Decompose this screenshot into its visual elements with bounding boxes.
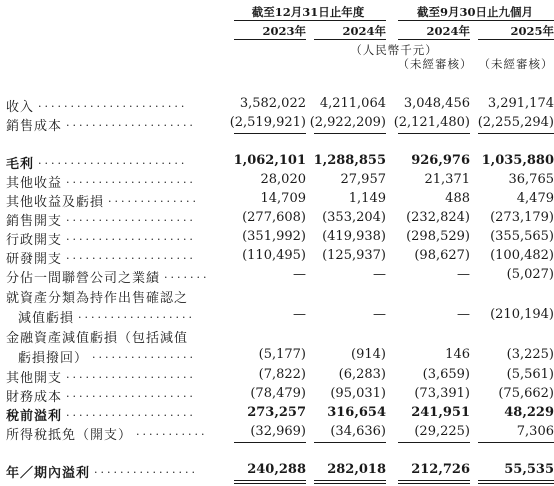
total-double-rule (478, 483, 554, 484)
total-double-rule (398, 483, 470, 484)
row-value: (6,283) (338, 367, 386, 382)
row-value: (2,121,480) (393, 115, 470, 130)
row-label: 減值虧損 (18, 311, 75, 326)
row-value: 14,709 (260, 191, 306, 206)
row-value: (3,659) (422, 367, 470, 382)
total-double-rule (314, 480, 386, 481)
leader-dots: .................... (66, 230, 196, 243)
row-value: (98,627) (414, 248, 470, 263)
year-rule-2 (314, 39, 386, 40)
total-double-rule (478, 480, 554, 481)
year-rule-3 (398, 39, 470, 40)
period-group-annual: 截至12月31日止年度 (251, 5, 365, 19)
currency-note: （人民幣千元） (350, 43, 438, 57)
row-value: 926,976 (411, 153, 470, 168)
row-value: 240,288 (247, 462, 306, 477)
row-value: (351,992) (242, 229, 306, 244)
row-label: 其他開支 (6, 371, 63, 386)
unaudited-note-2025: （未經審核） (478, 57, 554, 71)
row-value: (3,225) (506, 347, 554, 362)
year-rule-4 (478, 39, 554, 40)
subtotal-rule (478, 442, 554, 443)
row-value: — (373, 307, 386, 322)
leader-dots: .............. (108, 192, 199, 205)
row-label: 收入 (6, 100, 35, 115)
year-header-2025-interim: 2025年 (510, 24, 554, 38)
row-label: 分佔一間聯營公司之業績 (6, 271, 161, 286)
row-value: 282,018 (327, 462, 386, 477)
leader-dots: .................... (66, 249, 196, 262)
leader-dots: .................... (66, 406, 196, 419)
row-label: 年／期內溢利 (6, 466, 91, 481)
row-value: (73,391) (414, 386, 470, 401)
row-value: (75,662) (498, 386, 554, 401)
row-value: (95,031) (330, 386, 386, 401)
row-value: (34,636) (330, 424, 386, 439)
row-value: (100,482) (490, 248, 554, 263)
row-label: 就資產分類為持作出售確認之 (6, 291, 189, 306)
row-value: (355,565) (490, 229, 554, 244)
subtotal-rule (398, 442, 470, 443)
row-value: 7,306 (516, 424, 554, 439)
total-double-rule (234, 480, 306, 481)
row-value: 4,211,064 (319, 96, 386, 111)
total-double-rule (314, 483, 386, 484)
row-value: (273,179) (490, 210, 554, 225)
row-value: (2,255,294) (477, 115, 554, 130)
leader-dots: .................... (66, 173, 196, 186)
row-label: 銷售成本 (6, 119, 63, 134)
period-group-nine-months: 截至9月30日止九個月 (416, 5, 533, 19)
subtotal-rule (314, 133, 386, 134)
row-label: 其他收益 (6, 176, 63, 191)
row-label: 行政開支 (6, 233, 63, 248)
subtotal-rule (314, 442, 386, 443)
leader-dots: ....................... (38, 154, 188, 167)
row-value: 273,257 (247, 405, 306, 420)
row-value: 1,035,880 (481, 153, 554, 168)
row-value: 3,582,022 (239, 96, 306, 111)
row-value: — (457, 267, 470, 282)
row-value: 48,229 (504, 405, 554, 420)
row-value: 21,371 (424, 172, 470, 187)
row-value: 1,062,101 (233, 153, 306, 168)
year-header-2024-interim: 2024年 (426, 24, 470, 38)
total-double-rule (234, 483, 306, 484)
row-value: (2,922,209) (309, 115, 386, 130)
leader-dots: ................ (92, 348, 196, 361)
row-value: (298,529) (406, 229, 470, 244)
row-label: 毛利 (6, 157, 35, 172)
leader-dots: .................... (66, 116, 196, 129)
row-value: 3,291,174 (487, 96, 554, 111)
row-value: 316,654 (327, 405, 386, 420)
row-label: 銷售開支 (6, 214, 63, 229)
row-value: 3,048,456 (403, 96, 470, 111)
row-label: 虧損撥回） (18, 351, 89, 366)
row-value: 1,288,855 (313, 153, 386, 168)
row-value: 146 (445, 347, 470, 362)
row-value: 28,020 (260, 172, 306, 187)
subtotal-rule (478, 133, 554, 134)
row-value: — (293, 307, 306, 322)
subtotal-rule (234, 442, 306, 443)
row-value: 27,957 (340, 172, 386, 187)
row-label: 研發開支 (6, 252, 63, 267)
row-label: 財務成本 (6, 390, 63, 405)
subtotal-rule (398, 133, 470, 134)
year-header-2024-annual: 2024年 (342, 24, 386, 38)
leader-dots: .................. (78, 308, 195, 321)
row-value: (78,479) (250, 386, 306, 401)
row-value: (110,495) (242, 248, 306, 263)
row-value: 4,479 (516, 191, 554, 206)
subtotal-rule (234, 133, 306, 134)
row-value: 55,535 (504, 462, 554, 477)
row-label: 稅前溢利 (6, 409, 63, 424)
row-label: 所得稅抵免（開支） (6, 428, 133, 443)
row-value: (914) (351, 347, 386, 362)
leader-dots: .................... (66, 368, 196, 381)
row-value: (5,561) (506, 367, 554, 382)
leader-dots: .................... (66, 387, 196, 400)
row-value: — (293, 267, 306, 282)
leader-dots: ................ (94, 463, 198, 476)
total-double-rule (398, 480, 470, 481)
row-value: (2,519,921) (229, 115, 306, 130)
row-value: (232,824) (406, 210, 470, 225)
leader-dots: ....... (164, 268, 210, 281)
row-value: — (457, 307, 470, 322)
row-value: 241,951 (411, 405, 470, 420)
row-value: — (373, 267, 386, 282)
row-value: (32,969) (250, 424, 306, 439)
row-value: 212,726 (411, 462, 470, 477)
header-rule-annual (234, 20, 386, 21)
row-value: (277,608) (242, 210, 306, 225)
row-value: (353,204) (322, 210, 386, 225)
year-rule-1 (234, 39, 306, 40)
row-label: 金融資產減值虧損（包括減值 (6, 331, 189, 346)
row-value: (7,822) (258, 367, 306, 382)
header-rule-nine-months (398, 20, 554, 21)
row-value: (29,225) (414, 424, 470, 439)
leader-dots: .................... (66, 211, 196, 224)
row-value: (5,027) (506, 267, 554, 282)
unaudited-note-2024: （未經審核） (397, 57, 473, 71)
row-value: 36,765 (508, 172, 554, 187)
leader-dots: ....................... (38, 97, 188, 110)
leader-dots: ........... (136, 425, 208, 438)
row-value: 488 (445, 191, 470, 206)
row-value: (5,177) (258, 347, 306, 362)
row-value: (419,938) (322, 229, 386, 244)
row-label: 其他收益及虧損 (6, 195, 105, 210)
year-header-2023: 2023年 (262, 24, 306, 38)
row-value: 1,149 (348, 191, 386, 206)
row-value: (210,194) (490, 307, 554, 322)
row-value: (125,937) (322, 248, 386, 263)
